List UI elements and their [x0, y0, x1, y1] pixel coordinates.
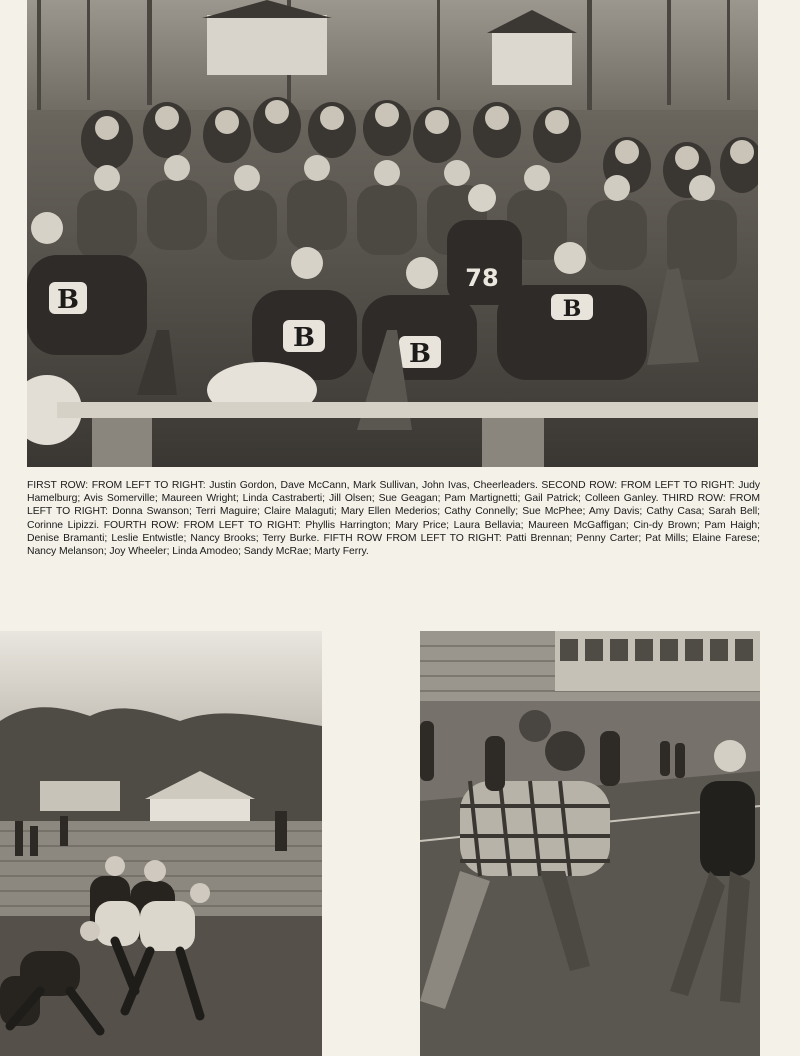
- letter-emblem: B: [409, 339, 431, 369]
- letter-emblem: B: [293, 323, 315, 353]
- group-photo: [27, 0, 758, 467]
- letter-emblem: B: [562, 296, 582, 322]
- photo-caption: FIRST ROW: FROM LEFT TO RIGHT: Justin Gordon, Dave McCann, Mark Sullivan, John Ivas, Cheerleaders. SECOND ROW: FROM LEFT TO RIGHT: Judy Hamelburg; Avis Somerville; Maureen Wright; Linda Castraberti; Jill Olsen; Sue Geagan; Pam Martignetti; Gail Patrick; Colleen Ganley. THIRD ROW: FROM LEFT TO RIGHT: Donna Swanson; Terri Maguire; Claire Malaguti; Mary Ellen Mederios; Cathy Connelly; Sue McPhee; Amy Davis; Cathy Casa; Sarah Bell; Corinne Lipizzi. FOURTH ROW: FROM LEFT TO RIGHT: Phyllis Harrington; Mary Price; Laura Bellavia; Maureen McGaffigan; Cin-dy Brown; Pam Haigh; Denise Bramanti; Leslie Entwistle; Nancy Brooks; Terry Burke. FIFTH ROW FROM LEFT TO RIGHT: Patti Brennan; Penny Carter; Pat Mills; Elaine Farese; Nancy Melanson; Joy Wheeler; Linda Amodeo; Sandy McRae; Marty Ferry.: [27, 480, 760, 558]
- game-photo-right: [420, 631, 760, 1056]
- jersey-number: 78: [465, 264, 499, 292]
- game-photo-left-image: [0, 631, 322, 1056]
- game-photo-left: [0, 631, 322, 1056]
- letter-emblem: B: [57, 285, 79, 315]
- game-photo-right-image: [420, 631, 760, 1056]
- group-photo-image: [27, 0, 758, 467]
